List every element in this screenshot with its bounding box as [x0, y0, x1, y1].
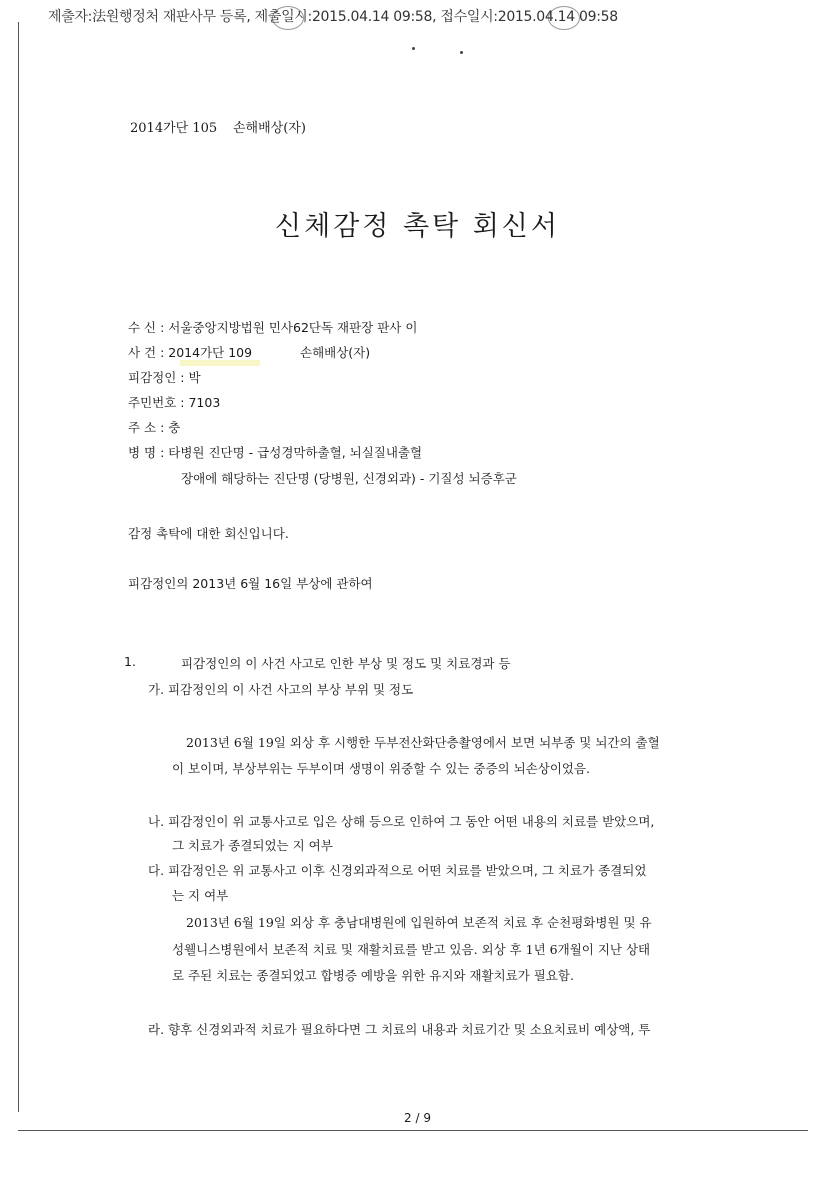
diagnosis-continued: 장애에 해당하는 진단명 (당병원, 신경외과) - 기질성 뇌증후군 [181, 471, 517, 486]
page-number: 2 / 9 [404, 1111, 431, 1125]
subsection-a-body: 2013년 6월 19일 외상 후 시행한 두부전산화단층촬영에서 보면 뇌부종 및 뇌간의 출혈 [186, 735, 660, 750]
id-number-field: 주민번호 : 7103 [128, 395, 221, 410]
subsection-b-heading: 나. 피감정인이 위 교통사고로 입은 상해 등으로 인하여 그 동안 어떤 내용의 치료를 받았으며, [148, 814, 655, 829]
document-title: 신체감정 촉탁 회신서 [275, 211, 560, 242]
case-name: 손해배상(자) [233, 121, 306, 136]
intro-text: 감정 촉탁에 대한 회신입니다. [128, 526, 289, 541]
regarding-text: 피감정인의 2013년 6월 16일 부상에 관하여 [128, 576, 373, 591]
case-number: 2014가단 105 [130, 121, 218, 136]
diagnosis-field: 병 명 : 타병원 진단명 - 급성경막하출혈, 뇌실질내출혈 [128, 445, 423, 460]
subsection-a-body: 이 보이며, 부상부위는 두부이며 생명이 위중할 수 있는 중증의 뇌손상이었음. [172, 761, 591, 776]
recipient-field: 수 신 : 서울중앙지방법원 민사62단독 재판장 판사 이 [128, 320, 418, 335]
case-field-suffix: 손해배상(자) [300, 345, 371, 360]
section-number: 1. [124, 654, 136, 669]
subsection-c-body: 2013년 6월 19일 외상 후 충남대병원에 입원하여 보존적 치료 후 순천평화병원 및 유 [186, 915, 652, 930]
subject-field: 피감정인 : 박 [128, 370, 201, 385]
subsection-c-heading: 는 지 여부 [172, 888, 229, 903]
subsection-b-heading: 그 치료가 종결되었는 지 여부 [172, 838, 333, 853]
page-left-border [18, 22, 19, 1112]
address-field: 주 소 : 충 [128, 420, 181, 435]
scan-speck [460, 51, 463, 54]
submission-stamp: 제출자:法원행정처 재판사무 등록, 제출일시:2015.04.14 09:58, 접수일시:2015.04.14 09:58 [48, 9, 618, 25]
section-heading: 피감정인의 이 사건 사고로 인한 부상 및 정도 및 치료경과 등 [181, 656, 511, 671]
subsection-d-heading: 라. 향후 신경외과적 치료가 필요하다면 그 치료의 내용과 치료기간 및 소요치료비 예상액, 투 [148, 1022, 651, 1037]
scan-speck [412, 47, 415, 50]
subsection-c-body: 성웰니스병원에서 보존적 치료 및 재활치료를 받고 있음. 외상 후 1년 6개월이 지난 상태 [172, 942, 651, 957]
page-bottom-border [18, 1130, 808, 1131]
subsection-a-heading: 가. 피감정인의 이 사건 사고의 부상 부위 및 정도 [148, 682, 414, 697]
subsection-c-body: 로 주된 치료는 종결되었고 합병증 예방을 위한 유지와 재활치료가 필요함. [172, 968, 574, 983]
subsection-c-heading: 다. 피감정인은 위 교통사고 이후 신경외과적으로 어떤 치료를 받았으며, 그 치료가 종결되었 [148, 863, 647, 878]
case-field: 사 건 : 2014가단 109 [128, 345, 253, 360]
